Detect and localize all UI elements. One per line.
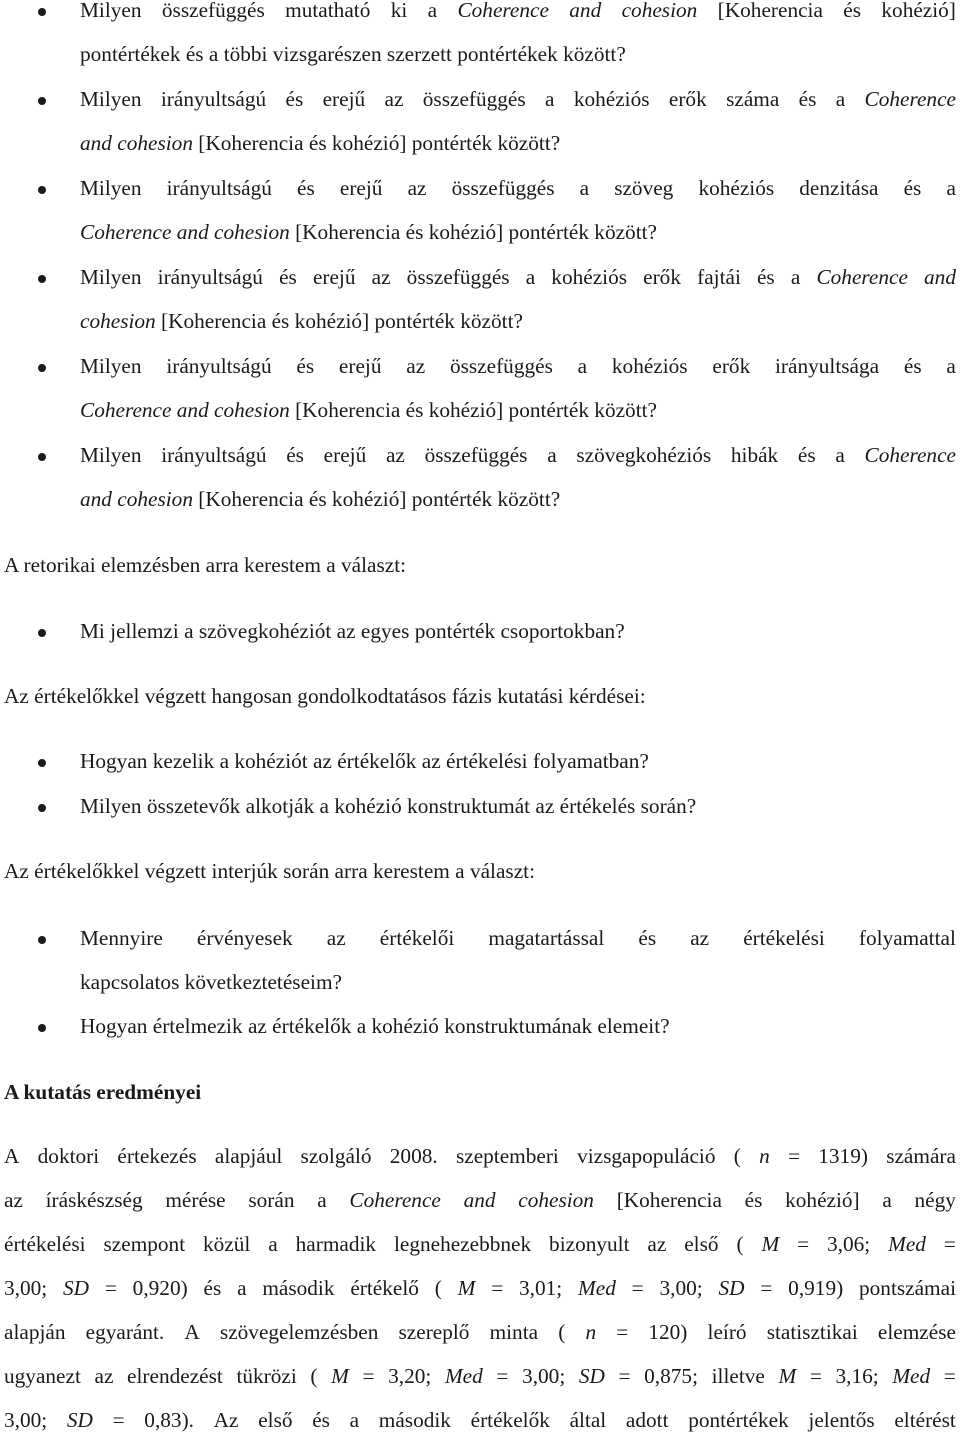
- text-segment: and cohesion: [80, 131, 193, 155]
- word: (: [310, 1364, 318, 1388]
- word: =: [797, 1232, 810, 1256]
- text-line: [80, 972, 956, 993]
- word: a: [577, 354, 588, 378]
- word: Coherence: [864, 87, 956, 111]
- word: erők: [643, 265, 681, 289]
- word: Milyen: [80, 87, 142, 111]
- word: vizsgapopuláció: [577, 1144, 716, 1168]
- word: és: [296, 354, 315, 378]
- text-segment: Coherence and cohesion: [80, 220, 290, 244]
- bullet-icon: [38, 1024, 46, 1032]
- word: Milyen: [80, 265, 142, 289]
- word: egyaránt.: [85, 1320, 165, 1344]
- word: kohézió]: [785, 1188, 860, 1212]
- word: 0,920): [132, 1276, 188, 1300]
- word: 3,01;: [519, 1276, 563, 1300]
- word: =: [631, 1276, 644, 1300]
- word: szöveg: [614, 176, 674, 200]
- word: A: [184, 1320, 200, 1344]
- word: =: [809, 1364, 822, 1388]
- word: és: [203, 1276, 222, 1300]
- word: pontértékek: [688, 1408, 789, 1432]
- text-line: [80, 89, 956, 110]
- word: első: [258, 1408, 293, 1432]
- word: összefüggés: [451, 176, 555, 200]
- word: SD: [578, 1364, 605, 1388]
- word: 2008.: [389, 1144, 438, 1168]
- word: legnehezebbnek: [393, 1232, 532, 1256]
- word: a: [349, 1408, 360, 1432]
- word: a: [545, 87, 555, 111]
- text-line: [4, 1410, 956, 1431]
- bullet-icon: [38, 8, 46, 16]
- word: 3,00;: [4, 1276, 48, 1300]
- word: (: [733, 1144, 741, 1168]
- bullet-icon: [38, 453, 46, 461]
- word: a: [882, 1188, 892, 1212]
- bullet-icon: [38, 759, 46, 767]
- word: eltérést: [894, 1408, 956, 1432]
- word: [Koherencia: [717, 0, 823, 22]
- word: közül: [203, 1232, 251, 1256]
- text-line: [80, 0, 956, 21]
- word: és: [903, 354, 922, 378]
- bullet-icon: [38, 186, 46, 194]
- word: szempont: [103, 1232, 186, 1256]
- section-heading: A kutatás eredményei: [4, 1080, 202, 1104]
- text-segment: cohesion: [80, 309, 156, 333]
- text-line: [4, 1322, 956, 1343]
- word: Milyen: [80, 354, 142, 378]
- word: and: [569, 0, 602, 22]
- word: doktori: [37, 1144, 100, 1168]
- word: M: [331, 1364, 349, 1388]
- word: elemzése: [877, 1320, 956, 1344]
- word: kohéziós: [611, 354, 688, 378]
- word: 120): [648, 1320, 688, 1344]
- word: alapján: [4, 1320, 66, 1344]
- word: kohéziós: [551, 265, 628, 289]
- word: Coherence: [457, 0, 549, 22]
- text-segment: [Koherencia és kohézió] pontérték között?: [155, 309, 523, 333]
- word: irányultságú: [166, 354, 272, 378]
- word: and: [463, 1188, 496, 1212]
- word: and: [924, 265, 956, 289]
- text-segment: kapcsolatos következtetéseim?: [80, 970, 342, 994]
- word: értékelő: [350, 1276, 419, 1300]
- bullet-icon: [38, 364, 46, 372]
- text-line: [4, 1366, 956, 1387]
- word: 3,16;: [835, 1364, 879, 1388]
- word: kohéziós: [573, 87, 650, 111]
- text-line: [80, 133, 956, 154]
- text-line: [80, 928, 956, 949]
- word: a: [237, 1276, 247, 1300]
- word: =: [943, 1364, 956, 1388]
- text-line: [80, 400, 956, 421]
- word: Milyen: [80, 0, 142, 22]
- word: a: [268, 1232, 278, 1256]
- word: jelentős: [808, 1408, 875, 1432]
- text-segment: and cohesion: [80, 487, 193, 511]
- word: erejű: [323, 443, 367, 467]
- word: és: [297, 176, 315, 200]
- word: és: [903, 176, 922, 200]
- word: az: [407, 176, 427, 200]
- word: mutatható: [285, 0, 371, 22]
- text-line: [80, 44, 956, 65]
- word: (: [434, 1276, 442, 1300]
- word: =: [616, 1320, 629, 1344]
- text-segment: Mi jellemzi a szövegkohéziót az egyes pontérték csoportokban?: [80, 619, 625, 643]
- word: a: [835, 443, 845, 467]
- word: 1319): [818, 1144, 868, 1168]
- bullet-icon: [38, 629, 46, 637]
- text-segment: Hogyan értelmezik az értékelők a kohézió konstruktumának elemeit?: [80, 1014, 670, 1038]
- word: íráskészség: [45, 1188, 143, 1212]
- word: 0,875;: [644, 1364, 698, 1388]
- text-segment: Hogyan kezelik a kohéziót az értékelők az értékelési folyamatban?: [80, 749, 649, 773]
- word: és: [797, 443, 816, 467]
- word: irányultságú: [157, 265, 263, 289]
- word: Med: [444, 1364, 483, 1388]
- word: és: [756, 265, 775, 289]
- word: kohézió]: [881, 0, 956, 22]
- word: és: [798, 87, 817, 111]
- text-line: [4, 1234, 956, 1255]
- text-line: [4, 1146, 956, 1167]
- word: a: [547, 443, 557, 467]
- word: a: [579, 176, 590, 200]
- word: (: [558, 1320, 566, 1344]
- word: erejű: [322, 87, 366, 111]
- word: által: [569, 1408, 607, 1432]
- word: erők: [712, 354, 751, 378]
- word: [Koherencia: [616, 1188, 722, 1212]
- word: Coherence: [864, 443, 956, 467]
- word: a: [317, 1188, 327, 1212]
- word: =: [943, 1232, 956, 1256]
- word: a: [946, 354, 956, 378]
- word: Coherence: [816, 265, 908, 289]
- word: és: [843, 0, 862, 22]
- word: szövegkohéziós: [576, 443, 712, 467]
- word: Coherence: [349, 1188, 441, 1212]
- word: =: [787, 1144, 800, 1168]
- word: illetve: [711, 1364, 765, 1388]
- bullet-icon: [38, 936, 46, 944]
- word: érvényesek: [196, 926, 293, 950]
- word: számára: [886, 1144, 956, 1168]
- word: a: [835, 87, 846, 111]
- word: az: [371, 265, 391, 289]
- word: cohesion: [621, 0, 698, 22]
- word: szeptemberi: [455, 1144, 559, 1168]
- text-line: [80, 267, 956, 288]
- text-line: [80, 356, 956, 377]
- word: tükrözi: [236, 1364, 297, 1388]
- word: 0,919): [788, 1276, 844, 1300]
- word: M: [761, 1232, 780, 1256]
- word: a: [946, 176, 956, 200]
- text-line: [80, 621, 956, 642]
- word: az: [384, 87, 404, 111]
- text-segment: [Koherencia és kohézió] pontérték között?: [289, 220, 657, 244]
- word: 3,00;: [522, 1364, 566, 1388]
- text-line: [4, 1190, 956, 1211]
- word: 3,06;: [827, 1232, 871, 1256]
- word: magatartással: [488, 926, 605, 950]
- word: az: [647, 1232, 667, 1256]
- think-aloud-intro: Az értékelőkkel végzett hangosan gondolkodtatásos fázis kutatási kérdései:: [4, 684, 646, 708]
- word: az: [326, 926, 346, 950]
- interview-intro: Az értékelőkkel végzett interjúk során arra kerestem a választ:: [4, 859, 535, 883]
- word: második: [262, 1276, 335, 1300]
- text-line: [80, 222, 956, 243]
- word: folyamattal: [858, 926, 956, 950]
- word: négy: [914, 1188, 956, 1212]
- word: 3,00;: [659, 1276, 703, 1300]
- word: és: [279, 265, 297, 289]
- word: a: [525, 265, 536, 289]
- text-line: [80, 445, 956, 466]
- word: 3,00;: [4, 1408, 48, 1432]
- word: a: [790, 265, 801, 289]
- word: statisztikai: [766, 1320, 858, 1344]
- word: =: [760, 1276, 773, 1300]
- text-line: [80, 796, 956, 817]
- word: erejű: [338, 354, 382, 378]
- word: erők: [668, 87, 707, 111]
- word: során: [248, 1188, 295, 1212]
- word: (: [736, 1232, 744, 1256]
- word: M: [457, 1276, 476, 1300]
- word: hibák: [730, 443, 779, 467]
- text-line: [4, 1278, 956, 1299]
- word: összefüggés: [424, 443, 528, 467]
- word: irányultságú: [160, 87, 267, 111]
- word: alapjául: [214, 1144, 283, 1168]
- word: második: [378, 1408, 451, 1432]
- word: 0,83).: [144, 1408, 194, 1432]
- word: ki: [390, 0, 408, 22]
- text-segment: Coherence and cohesion: [80, 398, 290, 422]
- text-segment: pontértékek és a többi vizsgarészen szerzett pontértékek között?: [80, 42, 626, 66]
- word: értekezés: [117, 1144, 197, 1168]
- text-line: [80, 489, 956, 510]
- word: szolgáló: [300, 1144, 372, 1168]
- word: n: [585, 1320, 597, 1344]
- rhetorical-intro: A retorikai elemzésben arra kerestem a választ:: [4, 553, 407, 577]
- text-segment: [Koherencia és kohézió] pontérték között?: [289, 398, 657, 422]
- word: cohesion: [518, 1188, 594, 1212]
- word: erejű: [339, 176, 383, 200]
- word: bizonyult: [549, 1232, 630, 1256]
- text-line: [80, 178, 956, 199]
- word: értékelési: [4, 1232, 86, 1256]
- word: az: [406, 354, 426, 378]
- bullet-icon: [38, 804, 46, 812]
- word: =: [104, 1276, 117, 1300]
- text-line: [80, 311, 956, 332]
- word: Milyen: [80, 443, 142, 467]
- word: az: [94, 1364, 114, 1388]
- word: SD: [718, 1276, 745, 1300]
- word: értékelői: [379, 926, 455, 950]
- word: irányultságú: [166, 176, 272, 200]
- word: az: [4, 1188, 23, 1212]
- word: SD: [63, 1276, 90, 1300]
- word: =: [496, 1364, 509, 1388]
- word: kohéziós: [698, 176, 775, 200]
- word: fajtái: [697, 265, 741, 289]
- word: összefüggés: [449, 354, 553, 378]
- word: az: [385, 443, 405, 467]
- text-line: [80, 1016, 956, 1037]
- word: szereplő: [398, 1320, 470, 1344]
- word: Med: [888, 1232, 926, 1256]
- bullet-icon: [38, 275, 46, 283]
- word: és: [312, 1408, 330, 1432]
- word: az: [690, 926, 710, 950]
- word: elrendezést: [127, 1364, 223, 1388]
- word: n: [759, 1144, 770, 1168]
- word: harmadik: [295, 1232, 377, 1256]
- word: Mennyire: [80, 926, 163, 950]
- word: leíró: [707, 1320, 747, 1344]
- word: 3,20;: [388, 1364, 432, 1388]
- word: irányultsága: [775, 354, 880, 378]
- text-segment: [Koherencia és kohézió] pontérték között?: [192, 131, 561, 155]
- word: és: [286, 443, 304, 467]
- word: Med: [892, 1364, 931, 1388]
- word: összefüggés: [161, 0, 265, 22]
- text-segment: [Koherencia és kohézió] pontérték között?: [192, 487, 561, 511]
- word: M: [778, 1364, 797, 1388]
- word: =: [491, 1276, 504, 1300]
- word: értékelési: [743, 926, 825, 950]
- word: első: [684, 1232, 719, 1256]
- word: összefüggés: [422, 87, 526, 111]
- word: pontszámai: [859, 1276, 956, 1300]
- word: értékelők: [470, 1408, 550, 1432]
- word: =: [112, 1408, 125, 1432]
- word: ugyanezt: [4, 1364, 81, 1388]
- word: száma: [726, 87, 780, 111]
- word: adott: [625, 1408, 669, 1432]
- word: Az: [213, 1408, 239, 1432]
- word: Milyen: [80, 176, 142, 200]
- word: szövegelemzésben: [219, 1320, 379, 1344]
- word: és: [638, 926, 657, 950]
- word: =: [362, 1364, 375, 1388]
- text-line: [80, 751, 956, 772]
- word: A: [4, 1144, 20, 1168]
- word: a: [427, 0, 438, 22]
- word: SD: [66, 1408, 93, 1432]
- word: erejű: [312, 265, 356, 289]
- word: és: [744, 1188, 763, 1212]
- word: =: [618, 1364, 631, 1388]
- word: denzitása: [799, 176, 879, 200]
- word: Med: [578, 1276, 616, 1300]
- word: és: [285, 87, 304, 111]
- word: mérése: [165, 1188, 226, 1212]
- bullet-icon: [38, 97, 46, 105]
- word: minta: [489, 1320, 539, 1344]
- word: összefüggés: [406, 265, 510, 289]
- text-segment: Milyen összetevők alkotják a kohézió konstruktumát az értékelés során?: [80, 794, 697, 818]
- word: irányultságú: [161, 443, 267, 467]
